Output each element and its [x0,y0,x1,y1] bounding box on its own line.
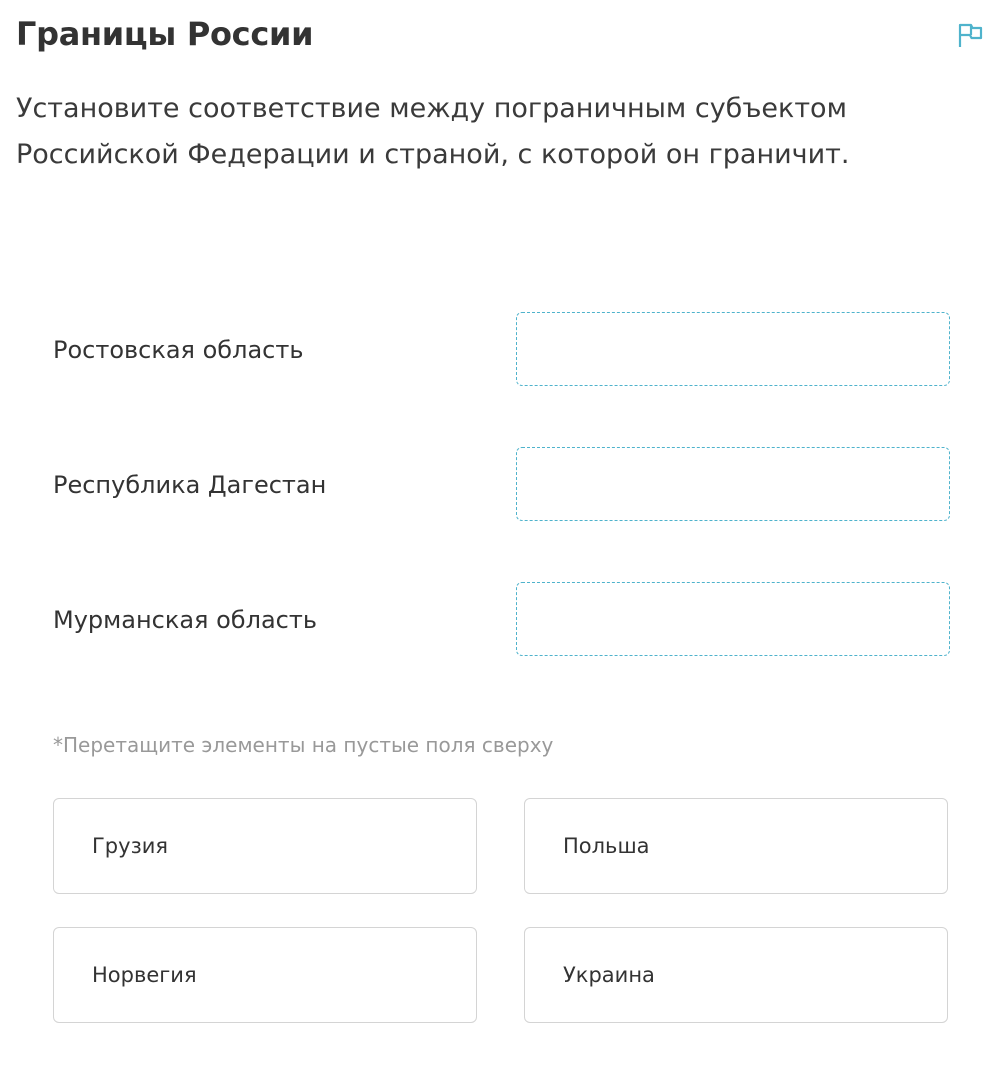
flag-icon [955,20,985,50]
drop-zone-1[interactable] [516,312,950,386]
page-title: Границы России [16,15,314,53]
match-label: Мурманская область [53,606,317,634]
option-label: Норвегия [92,963,197,987]
option-card[interactable] [524,798,948,894]
match-label: Республика Дагестан [53,471,327,499]
option-label: Грузия [92,834,169,858]
drag-hint: *Перетащите элементы на пустые поля сверху [53,733,554,757]
match-row-3 [0,582,1000,658]
match-label: Ростовская область [53,336,304,364]
drop-zone-2[interactable] [516,447,950,521]
report-flag-button[interactable] [955,20,985,50]
option-card[interactable] [524,927,948,1023]
option-card[interactable] [53,798,477,894]
question-text: Установите соответствие между пограничным субъектом Российской Федерации и страной, с которой он граничит. [16,93,850,170]
drop-zone-3[interactable] [516,582,950,656]
match-row-2 [0,447,1000,523]
option-card[interactable] [53,927,477,1023]
match-row-1 [0,312,1000,388]
option-label: Украина [563,963,655,987]
option-label: Польша [563,834,650,858]
